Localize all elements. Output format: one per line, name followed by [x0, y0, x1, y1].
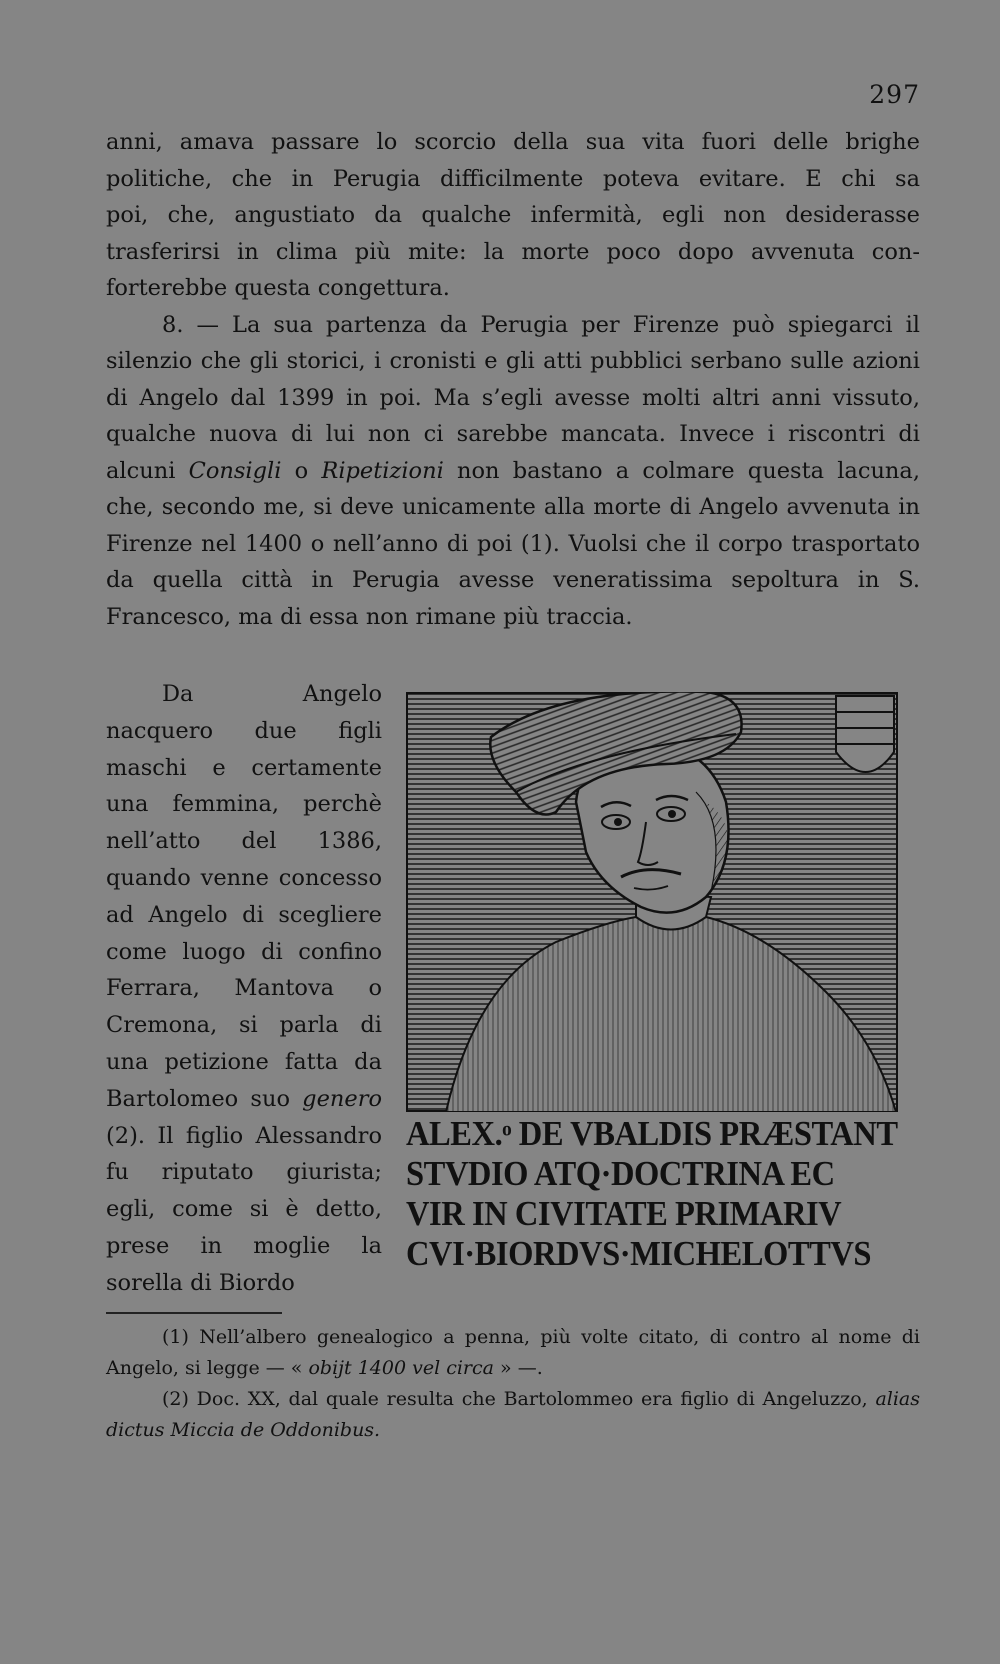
text-line: anni, amava passare lo scorcio della sua vita fuori delle brighe	[106, 129, 920, 155]
footnote-emphasis: obijt 1400 vel circa	[308, 1357, 494, 1379]
footnotes	[106, 1322, 920, 1446]
portrait-engraving	[406, 692, 898, 1112]
text-line: politiche, che in Perugia difficilmente poteva evitare. E chi sa	[106, 165, 920, 192]
paragraph-8	[106, 307, 920, 636]
paragraph-text: Da Angelo nacquero due figli maschi e certamente una femmina, perchè nell’atto del 1386, quando venne concesso ad Angelo di scegliere come luogo di confino Ferrara, Mantova o Cremona, si parla di una petizione fatta da Bartolomeo suo	[106, 681, 382, 1112]
main-text	[106, 124, 920, 635]
emphasis-ripetizioni: Ripetizioni	[321, 457, 444, 484]
caption-line: VIR IN CIVITATE PRIMARIV	[406, 1194, 842, 1233]
paragraph-figli	[106, 676, 382, 1302]
portrait-caption	[406, 1114, 899, 1274]
footnote-text: (1) Nell’albero genealogico a penna, più volte citato, di contro al nome di Angelo, si legge — «	[106, 1326, 920, 1379]
footnote-text: » —.	[493, 1357, 543, 1379]
paragraph-text: non bastano a colmare questa lacuna, che, secondo me, si deve unicamente alla morte di Angelo avvenuta in Firenze nel 1400 o nell’anno di poi (1). Vuolsi che il corpo trasportato da quella città in Perugia avesse veneratissima sepoltura in S. Francesco, ma di essa non rimane più traccia.	[106, 457, 920, 630]
emphasis-consigli: Consigli	[188, 457, 282, 484]
coat-of-arms	[836, 696, 894, 772]
portrait-figure	[406, 692, 898, 1274]
text-line: forterebbe questa congettura.	[106, 275, 450, 301]
footnote-divider	[106, 1312, 282, 1314]
footnote-1	[106, 1322, 920, 1384]
text-line: poi, che, angustiato da qualche infermità, egli non desiderasse	[106, 202, 920, 228]
footnote-text: (2) Doc. XX, dal quale resulta che Bartolommeo era figlio di Angeluzzo,	[162, 1388, 876, 1410]
paragraph-text: 8. — La sua partenza da Perugia per Firenze può spiegarci il silenzio che gli storici, i cronisti e gli atti pubblici serbano sulle azioni di Angelo dal 1399 in poi. Ma s’egli avesse molti altri anni vissuto, qualche nuova di lui non ci sarebbe mancata. Invece i riscontri di alcuni	[106, 311, 920, 484]
caption-line: ALEX.ᵒ DE VBALDIS PRÆSTANT	[406, 1114, 898, 1153]
paragraph-text: o	[281, 457, 322, 484]
caption-line: CVI·BIORDVS·MICHELOTTVS	[406, 1234, 871, 1273]
caption-line: STVDIO ATQ·DOCTRINA EC	[406, 1154, 835, 1193]
text-line: trasferirsi in clima più mite: la morte poco dopo avvenuta con-	[106, 238, 920, 265]
page-number: 297	[869, 80, 920, 109]
paragraph-text: (2). Il figlio Alessandro fu riputato giurista; egli, come si è detto, prese in moglie la sorella di Biordo	[106, 1122, 382, 1296]
footnote-2	[106, 1384, 920, 1446]
footnote-emphasis: alias dictus Miccia de Oddonibus.	[106, 1388, 920, 1441]
emphasis-genero: genero	[302, 1085, 382, 1112]
wrapped-paragraph	[106, 676, 382, 1302]
